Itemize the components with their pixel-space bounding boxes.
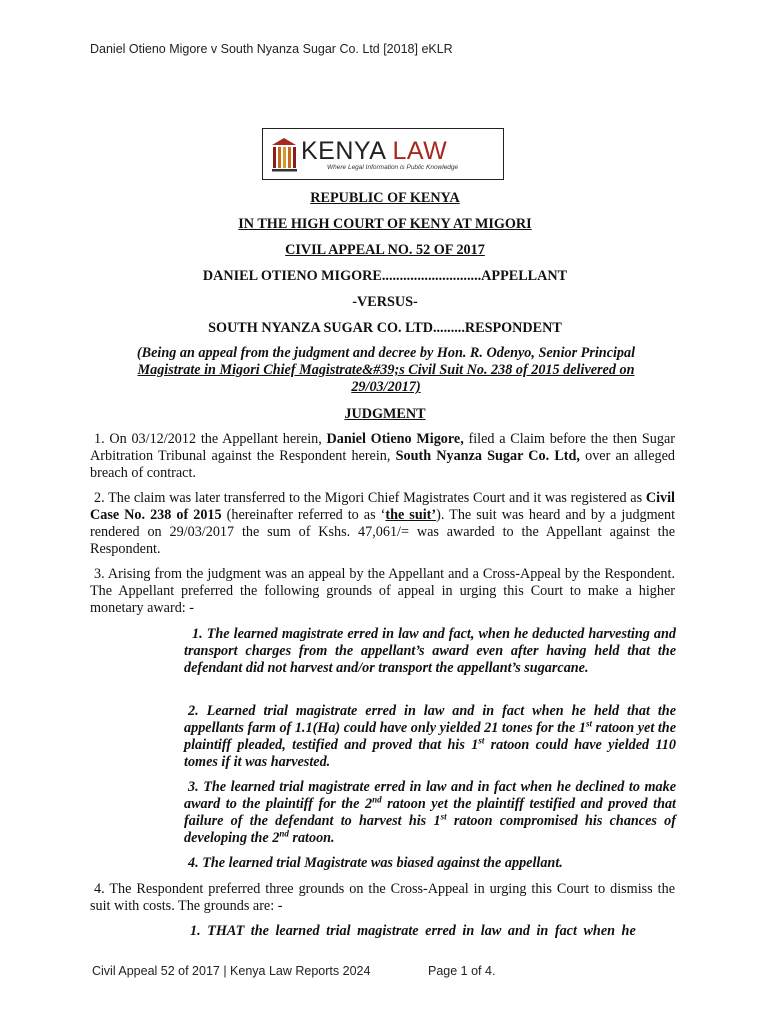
page-number: Page 1 of 4. (428, 964, 496, 978)
courthouse-pillars-icon (271, 136, 297, 172)
appellant-line: DANIEL OTIENO MIGORE............................APPELLANT (202, 268, 568, 284)
paragraph-3: 3. Arising from the judgment was an appeal by the Appellant and a Cross-Appeal by the Respondent. The Appellant preferred the following grounds of appeal in urging this Court to make a higher monetary award: - (90, 566, 675, 616)
ground-4: 4. The learned trial Magistrate was biased against the appellant. (188, 855, 563, 871)
ground-2: 2. Learned trial magistrate erred in law and in fact when he held that the appellants farm of 1.1(Ha) could have only yielded 21 tones for the 1st ratoon yet the plaintiff pleaded, testified and proved that his 1st ratoon could have yielded 110 tomes if it was harvested. (184, 703, 676, 770)
logo-word-kenya: KENYA (301, 136, 386, 165)
ground-1: 1. The learned magistrate erred in law and fact, when he deducted harvesting and transport charges from the appellant’s award even after having held that the defendant did not harvest and/or transport the appellant’s sugarcane. (184, 626, 676, 676)
paragraph-4: 4. The Respondent preferred three grounds on the Cross-Appeal in urging this Court to dismiss the suit with costs. The grounds are: - (90, 881, 675, 914)
logo-tagline: Where Legal Information is Public Knowledge (327, 163, 459, 171)
paragraph-1: 1. On 03/12/2012 the Appellant herein, Daniel Otieno Migore, filed a Claim before the then Sugar Arbitration Tribunal against the Respondent herein, South Nyanza Sugar Co. Ltd, over an alleged breach of contract. (90, 431, 675, 481)
republic-heading: REPUBLIC OF KENYA (310, 190, 460, 206)
court-heading: IN THE HIGH COURT OF KENY AT MIGORI (238, 216, 532, 232)
appeal-note-line-3: 29/03/2017) (351, 379, 421, 395)
page-footer (92, 964, 496, 978)
logo-word-law: LAW (392, 136, 448, 165)
versus-line: -VERSUS- (352, 294, 418, 310)
cross-ground-1: 1. THAT the learned trial magistrate erred in law and in fact when he (190, 923, 636, 939)
footer-citation: Civil Appeal 52 of 2017 | Kenya Law Reports 2024 (92, 964, 371, 978)
kenya-law-logo (262, 128, 504, 180)
paragraph-2: 2. The claim was later transferred to the Migori Chief Magistrates Court and it was registered as Civil Case No. 238 of 2015 (hereinafter referred to as ‘the suit’). The suit was heard and by a judgment rendered on 29/03/2017 the sum of Kshs. 47,061/= was awarded to the Appellant against the Respondent. (90, 490, 676, 557)
appeal-note-line-1: (Being an appeal from the judgment and decree by Hon. R. Odenyo, Senior Principal (136, 345, 636, 361)
judgment-heading: JUDGMENT (344, 406, 426, 422)
appeal-note-line-2: Magistrate in Migori Chief Magistrate&#39;s Civil Suit No. 238 of 2015 delivered on (137, 362, 635, 378)
case-number-heading: CIVIL APPEAL NO. 52 OF 2017 (285, 242, 485, 258)
respondent-line: SOUTH NYANZA SUGAR CO. LTD.........RESPONDENT (208, 320, 562, 336)
ground-3: 3. The learned trial magistrate erred in law and in fact when he declined to make award to the plaintiff for the 2nd ratoon yet the plaintiff testified and proved that failure of the defendant to harvest his 1st ratoon compromised his chances of developing the 2nd ratoon. (184, 779, 676, 846)
running-header: Daniel Otieno Migore v South Nyanza Sugar Co. Ltd [2018] eKLR (90, 42, 453, 56)
appeal-note (96, 345, 676, 396)
